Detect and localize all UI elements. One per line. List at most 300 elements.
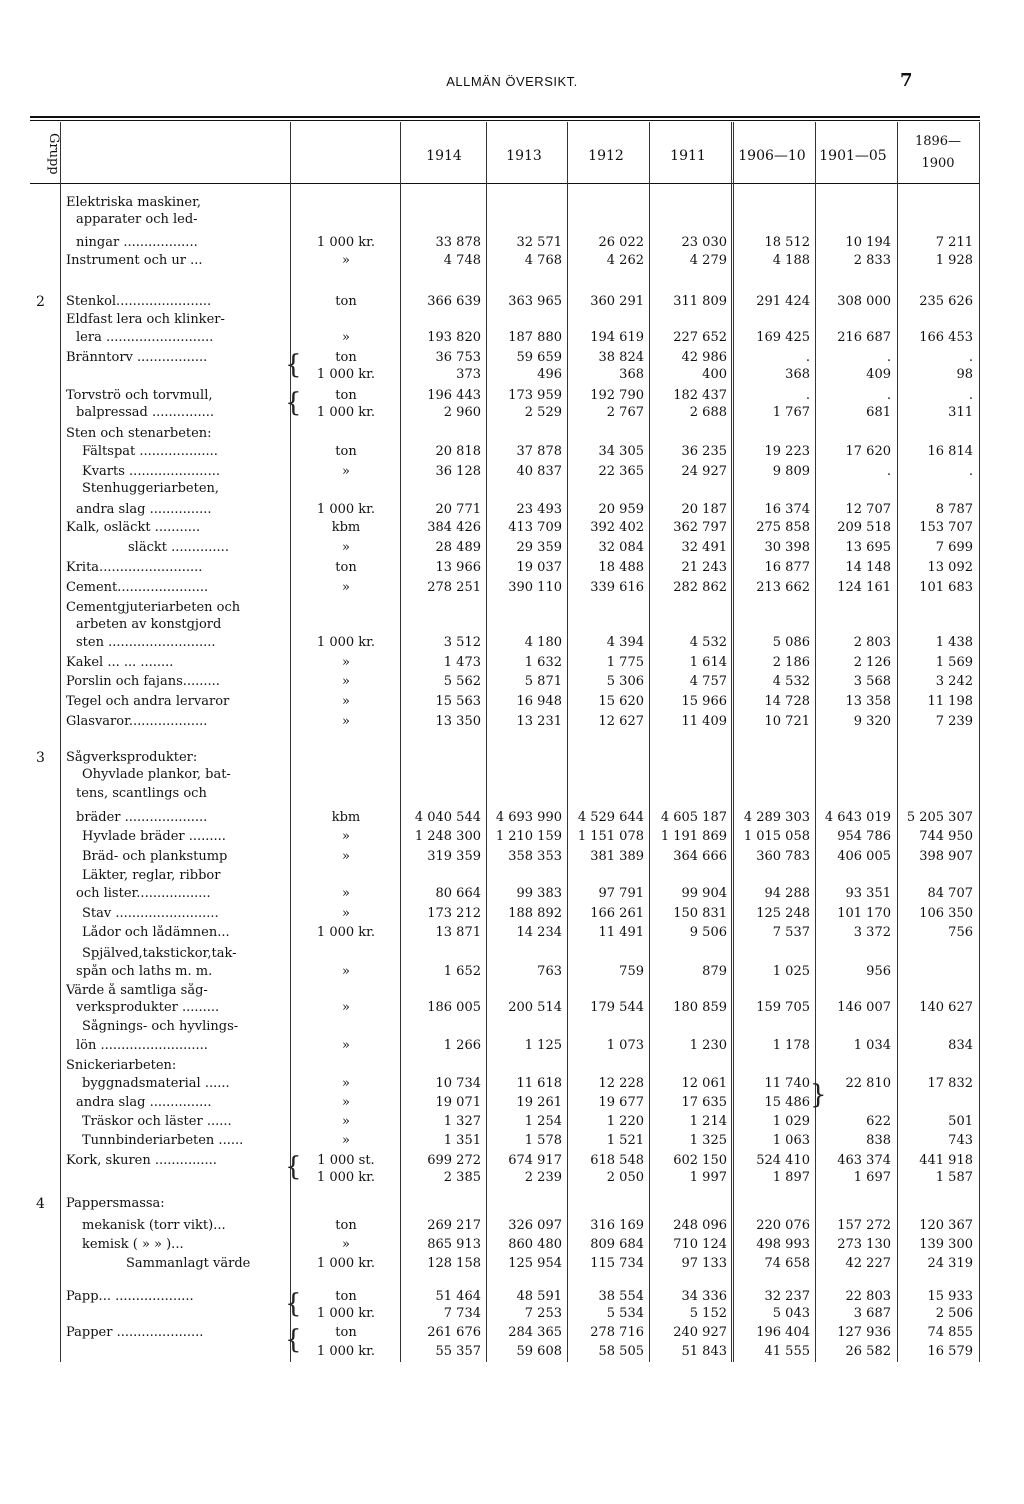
- table-cell: 4 040 544: [414, 810, 481, 825]
- row-label: ningar ..................: [76, 235, 198, 250]
- table-cell: 3 568: [853, 674, 891, 689]
- table-cell: 26 022: [598, 235, 644, 250]
- table-cell: 4 693 990: [495, 810, 562, 825]
- table-cell: 954 786: [837, 829, 891, 844]
- table-cell: 58 505: [598, 1344, 644, 1359]
- table-cell: 34 305: [598, 444, 644, 459]
- table-cell: 179 544: [590, 1000, 644, 1015]
- table-cell: 9 506: [689, 925, 727, 940]
- table-cell: 362 797: [673, 520, 727, 535]
- column-header-year: 1911: [670, 148, 706, 164]
- row-unit: »: [342, 655, 350, 670]
- table-cell: 311 809: [673, 294, 727, 309]
- table-cell: 15 563: [435, 694, 481, 709]
- row-label: lön ..........................: [76, 1038, 208, 1053]
- row-unit: ton: [335, 1325, 357, 1340]
- table-cell: 235 626: [919, 294, 973, 309]
- table-cell: 99 383: [516, 886, 562, 901]
- table-cell: 5 306: [606, 674, 644, 689]
- table-cell: 13 092: [927, 560, 973, 575]
- brace-icon: {: [285, 1289, 302, 1319]
- table-cell: 366 639: [427, 294, 481, 309]
- table-cell: 14 728: [764, 694, 810, 709]
- table-cell: 1 214: [689, 1114, 727, 1129]
- table-cell: 838: [866, 1133, 891, 1148]
- row-label: arbeten av konstgjord: [76, 617, 222, 632]
- table-cell: 11 409: [681, 714, 727, 729]
- table-cell: 3 372: [853, 925, 891, 940]
- table-cell: 98: [956, 367, 973, 382]
- table-cell: 19 677: [598, 1095, 644, 1110]
- table-cell: 15 933: [927, 1289, 973, 1304]
- table-cell: 15 620: [598, 694, 644, 709]
- row-label: verksprodukter .........: [76, 1000, 220, 1015]
- table-cell: 11 740: [764, 1076, 810, 1091]
- table-cell: .: [805, 388, 810, 403]
- table-cell: 756: [948, 925, 973, 940]
- row-unit: »: [342, 849, 350, 864]
- table-cell: 368: [785, 367, 810, 382]
- table-cell: 34 336: [681, 1289, 727, 1304]
- row-label: spån och laths m. m.: [76, 964, 213, 979]
- table-cell: 496: [537, 367, 562, 382]
- row-unit: ton: [335, 1289, 357, 1304]
- row-label: Värde å samtliga såg-: [66, 983, 208, 998]
- table-cell: 1 266: [443, 1038, 481, 1053]
- table-cell: 834: [948, 1038, 973, 1053]
- table-cell: 1 521: [606, 1133, 644, 1148]
- table-cell: 1 325: [689, 1133, 727, 1148]
- row-label: Läkter, reglar, ribbor: [82, 868, 221, 883]
- table-cell: 93 351: [845, 886, 891, 901]
- table-cell: 38 824: [598, 350, 644, 365]
- table-cell: 74 658: [764, 1256, 810, 1271]
- table-cell: 406 005: [837, 849, 891, 864]
- table-cell: .: [886, 464, 891, 479]
- table-cell: 681: [866, 405, 891, 420]
- table-cell: 400: [702, 367, 727, 382]
- table-cell: 127 936: [837, 1325, 891, 1340]
- table-cell: 42 227: [845, 1256, 891, 1271]
- table-cell: 275 858: [756, 520, 810, 535]
- row-unit: »: [342, 1133, 350, 1148]
- table-cell: 2 050: [606, 1170, 644, 1185]
- grupp-column-header: Grupp: [46, 133, 61, 175]
- table-cell: 24 927: [681, 464, 727, 479]
- table-cell: 2 126: [853, 655, 891, 670]
- table-cell: 248 096: [673, 1218, 727, 1233]
- row-unit: »: [342, 253, 350, 268]
- column-rule: [979, 122, 980, 1362]
- table-cell: 364 666: [673, 849, 727, 864]
- table-cell: 7 239: [935, 714, 973, 729]
- table-cell: 1 578: [524, 1133, 562, 1148]
- table-cell: 1 151 078: [577, 829, 644, 844]
- table-cell: 4 279: [689, 253, 727, 268]
- table-cell: 28 489: [435, 540, 481, 555]
- table-cell: 5 534: [606, 1306, 644, 1321]
- table-cell: 213 662: [756, 580, 810, 595]
- table-cell: 879: [702, 964, 727, 979]
- table-cell: 17 635: [681, 1095, 727, 1110]
- table-cell: 240 927: [673, 1325, 727, 1340]
- table-cell: 291 424: [756, 294, 810, 309]
- table-cell: 196 443: [427, 388, 481, 403]
- group-number: 2: [36, 294, 45, 310]
- table-cell: 501: [948, 1114, 973, 1129]
- brace-icon: {: [285, 388, 302, 418]
- table-cell: 1 327: [443, 1114, 481, 1129]
- row-unit: 1 000 kr.: [316, 405, 376, 420]
- table-cell: 4 768: [524, 253, 562, 268]
- table-cell: 13 966: [435, 560, 481, 575]
- table-cell: 18 512: [764, 235, 810, 250]
- row-unit: »: [342, 1038, 350, 1053]
- table-cell: 1 928: [935, 253, 973, 268]
- table-cell: 4 180: [524, 635, 562, 650]
- table-cell: 74 855: [927, 1325, 973, 1340]
- table-cell: 2 767: [606, 405, 644, 420]
- table-cell: 97 791: [598, 886, 644, 901]
- table-cell: 381 389: [590, 849, 644, 864]
- table-cell: 97 133: [681, 1256, 727, 1271]
- table-cell: 24 319: [927, 1256, 973, 1271]
- table-cell: 1 191 869: [660, 829, 727, 844]
- row-label: Ohyvlade plankor, bat-: [82, 767, 231, 782]
- table-cell: 4 643 019: [824, 810, 891, 825]
- row-unit: ton: [335, 560, 357, 575]
- table-cell: 1 210 159: [495, 829, 562, 844]
- table-cell: 11 198: [927, 694, 973, 709]
- row-label: Cementgjuteriarbeten och: [66, 600, 241, 615]
- row-unit: »: [342, 964, 350, 979]
- table-cell: 4 532: [689, 635, 727, 650]
- table-cell: 180 859: [673, 1000, 727, 1015]
- table-cell: 4 394: [606, 635, 644, 650]
- table-cell: 1 614: [689, 655, 727, 670]
- brace-icon: {: [285, 1325, 302, 1355]
- table-cell: 4 188: [772, 253, 810, 268]
- table-cell: 18 488: [598, 560, 644, 575]
- row-label: Krita.........................: [66, 560, 203, 575]
- row-label: Sågnings- och hyvlings-: [82, 1019, 239, 1034]
- table-cell: 51 843: [681, 1344, 727, 1359]
- table-cell: 169 425: [756, 330, 810, 345]
- table-cell: 125 954: [508, 1256, 562, 1271]
- row-label: Sten och stenarbeten:: [66, 426, 212, 441]
- row-unit: ton: [335, 388, 357, 403]
- row-unit: 1 000 kr.: [316, 502, 376, 517]
- table-cell: 20 771: [435, 502, 481, 517]
- group-number: 4: [36, 1196, 45, 1212]
- table-cell: 319 359: [427, 849, 481, 864]
- row-label: Sammanlagt värde: [126, 1256, 251, 1271]
- table-cell: 4 532: [772, 674, 810, 689]
- table-cell: 22 810: [845, 1076, 891, 1091]
- table-cell: 368: [619, 367, 644, 382]
- table-cell: 106 350: [919, 906, 973, 921]
- table-cell: 22 803: [845, 1289, 891, 1304]
- table-cell: 373: [456, 367, 481, 382]
- table-cell: 36 128: [435, 464, 481, 479]
- table-cell: 1 775: [606, 655, 644, 670]
- row-label: Porslin och fajans.........: [66, 674, 220, 689]
- table-cell: 398 907: [919, 849, 973, 864]
- header-rule-bottom: [30, 120, 980, 121]
- table-cell: 1 652: [443, 964, 481, 979]
- row-label: Sågverksprodukter:: [66, 750, 198, 765]
- row-label: sten ..........................: [76, 635, 216, 650]
- row-unit: »: [342, 694, 350, 709]
- table-cell: 2 688: [689, 405, 727, 420]
- column-rule: [60, 122, 61, 1362]
- table-cell: 19 037: [516, 560, 562, 575]
- table-cell: 13 871: [435, 925, 481, 940]
- table-cell: 1 015 058: [743, 829, 810, 844]
- row-unit: »: [342, 714, 350, 729]
- table-cell: 153 707: [919, 520, 973, 535]
- row-label: Hyvlade bräder .........: [82, 829, 226, 844]
- column-header-year: 1914: [426, 148, 462, 164]
- table-cell: 139 300: [919, 1237, 973, 1252]
- table-cell: 392 402: [590, 520, 644, 535]
- table-cell: 5 152: [689, 1306, 727, 1321]
- table-cell: 125 248: [756, 906, 810, 921]
- column-header-year: 1896— 1900: [914, 134, 962, 171]
- row-unit: »: [342, 906, 350, 921]
- row-unit: »: [342, 540, 350, 555]
- table-cell: 363 965: [508, 294, 562, 309]
- table-cell: 33 878: [435, 235, 481, 250]
- table-cell: 759: [619, 964, 644, 979]
- table-cell: 13 350: [435, 714, 481, 729]
- row-unit: »: [342, 1076, 350, 1091]
- table-cell: 32 237: [764, 1289, 810, 1304]
- table-cell: 1 438: [935, 635, 973, 650]
- table-cell: 7 699: [935, 540, 973, 555]
- row-unit: 1 000 kr.: [316, 1306, 376, 1321]
- table-cell: 2 960: [443, 405, 481, 420]
- table-cell: 13 695: [845, 540, 891, 555]
- table-cell: 146 007: [837, 1000, 891, 1015]
- table-cell: 7 734: [443, 1306, 481, 1321]
- table-cell: 308 000: [837, 294, 891, 309]
- table-cell: 16 877: [764, 560, 810, 575]
- table-cell: .: [968, 464, 973, 479]
- table-cell: 11 491: [598, 925, 644, 940]
- table-cell: 618 548: [590, 1153, 644, 1168]
- table-cell: 5 043: [772, 1306, 810, 1321]
- table-cell: 710 124: [673, 1237, 727, 1252]
- row-unit: kbm: [331, 810, 361, 825]
- column-header-year: 1913: [506, 148, 542, 164]
- table-cell: 11 618: [516, 1076, 562, 1091]
- row-label: Kalk, osläckt ...........: [66, 520, 201, 535]
- table-cell: 4 529 644: [577, 810, 644, 825]
- row-label: kemisk ( » » )...: [82, 1237, 184, 1252]
- row-label: Pappersmassa:: [66, 1196, 165, 1211]
- row-unit: 1 000 kr.: [316, 235, 376, 250]
- table-cell: 12 627: [598, 714, 644, 729]
- table-cell: 99 904: [681, 886, 727, 901]
- table-cell: 326 097: [508, 1218, 562, 1233]
- row-label: Elektriska maskiner,: [66, 195, 202, 210]
- row-label: Spjälved,takstickor,tak-: [82, 946, 237, 961]
- table-cell: 3 512: [443, 635, 481, 650]
- table-cell: 19 261: [516, 1095, 562, 1110]
- row-unit: 1 000 kr.: [316, 1344, 376, 1359]
- row-label: Glasvaror...................: [66, 714, 208, 729]
- table-cell: 23 030: [681, 235, 727, 250]
- row-label: Stav .........................: [82, 906, 219, 921]
- row-label: Eldfast lera och klinker-: [66, 312, 225, 327]
- table-cell: .: [968, 350, 973, 365]
- table-cell: 1 034: [853, 1038, 891, 1053]
- table-cell: 674 917: [508, 1153, 562, 1168]
- table-cell: 20 959: [598, 502, 644, 517]
- table-cell: 10 734: [435, 1076, 481, 1091]
- table-cell: 124 161: [837, 580, 891, 595]
- table-cell: 14 234: [516, 925, 562, 940]
- row-unit: »: [342, 1095, 350, 1110]
- table-cell: 622: [866, 1114, 891, 1129]
- column-header-year: 1906—10: [738, 148, 806, 164]
- table-cell: 524 410: [756, 1153, 810, 1168]
- table-cell: 5 205 307: [906, 810, 973, 825]
- column-header-year: 1912: [588, 148, 624, 164]
- table-cell: 4 757: [689, 674, 727, 689]
- table-cell: 194 619: [590, 330, 644, 345]
- table-cell: 20 818: [435, 444, 481, 459]
- table-cell: 29 359: [516, 540, 562, 555]
- table-cell: 10 721: [764, 714, 810, 729]
- table-cell: 744 950: [919, 829, 973, 844]
- row-unit: ton: [335, 350, 357, 365]
- table-cell: 865 913: [427, 1237, 481, 1252]
- row-unit: »: [342, 580, 350, 595]
- row-unit: 1 000 st.: [317, 1153, 375, 1168]
- table-cell: 1 029: [772, 1114, 810, 1129]
- table-cell: 220 076: [756, 1218, 810, 1233]
- table-cell: 7 537: [772, 925, 810, 940]
- table-cell: 32 491: [681, 540, 727, 555]
- table-cell: 339 616: [590, 580, 644, 595]
- row-label: mekanisk (torr vikt)...: [82, 1218, 226, 1233]
- table-cell: 1 997: [689, 1170, 727, 1185]
- table-cell: 360 291: [590, 294, 644, 309]
- table-cell: 12 228: [598, 1076, 644, 1091]
- table-cell: 316 169: [590, 1218, 644, 1233]
- table-cell: 269 217: [427, 1218, 481, 1233]
- table-cell: 59 608: [516, 1344, 562, 1359]
- table-cell: 284 365: [508, 1325, 562, 1340]
- row-unit: »: [342, 1114, 350, 1129]
- table-cell: 1 632: [524, 655, 562, 670]
- table-cell: 1 254: [524, 1114, 562, 1129]
- table-cell: 1 897: [772, 1170, 810, 1185]
- table-cell: .: [805, 350, 810, 365]
- table-cell: 59 659: [516, 350, 562, 365]
- table-cell: 15 966: [681, 694, 727, 709]
- table-cell: 7 211: [935, 235, 973, 250]
- table-cell: 8 787: [935, 502, 973, 517]
- table-cell: 498 993: [756, 1237, 810, 1252]
- row-label: andra slag ...............: [76, 1095, 212, 1110]
- row-label: Papper .....................: [66, 1325, 204, 1340]
- row-label: apparater och led-: [76, 212, 198, 227]
- table-cell: 311: [948, 405, 973, 420]
- table-cell: 216 687: [837, 330, 891, 345]
- table-cell: 192 790: [590, 388, 644, 403]
- table-cell: 16 814: [927, 444, 973, 459]
- row-label: Kvarts ......................: [82, 464, 220, 479]
- table-cell: 12 061: [681, 1076, 727, 1091]
- table-cell: 809 684: [590, 1237, 644, 1252]
- table-cell: 200 514: [508, 1000, 562, 1015]
- row-unit: »: [342, 464, 350, 479]
- row-unit: »: [342, 1000, 350, 1015]
- table-cell: 14 148: [845, 560, 891, 575]
- table-cell: 94 288: [764, 886, 810, 901]
- table-cell: 358 353: [508, 849, 562, 864]
- table-cell: 2 833: [853, 253, 891, 268]
- table-cell: 3 687: [853, 1306, 891, 1321]
- table-cell: 413 709: [508, 520, 562, 535]
- page-number: 7: [900, 70, 913, 91]
- table-cell: 16 374: [764, 502, 810, 517]
- table-cell: 4 605 187: [660, 810, 727, 825]
- row-label: Lådor och lådämnen...: [82, 925, 230, 940]
- row-label: balpressad ...............: [76, 405, 214, 420]
- table-cell: 41 555: [764, 1344, 810, 1359]
- table-cell: 12 707: [845, 502, 891, 517]
- table-cell: 32 571: [516, 235, 562, 250]
- table-cell: 120 367: [919, 1218, 973, 1233]
- table-cell: .: [886, 350, 891, 365]
- page-header-title: ALLMÄN ÖVERSIKT.: [446, 74, 578, 89]
- table-cell: 16 579: [927, 1344, 973, 1359]
- table-cell: 101 170: [837, 906, 891, 921]
- table-cell: 9 809: [772, 464, 810, 479]
- table-cell: 1 473: [443, 655, 481, 670]
- table-cell: 38 554: [598, 1289, 644, 1304]
- table-cell: 13 358: [845, 694, 891, 709]
- table-cell: 4 262: [606, 253, 644, 268]
- table-cell: 37 878: [516, 444, 562, 459]
- table-cell: 128 158: [427, 1256, 481, 1271]
- group-number: 3: [36, 750, 45, 766]
- row-unit: »: [342, 886, 350, 901]
- table-cell: 463 374: [837, 1153, 891, 1168]
- table-cell: 15 486: [764, 1095, 810, 1110]
- table-cell: 20 187: [681, 502, 727, 517]
- brace-icon: }: [810, 1080, 827, 1110]
- table-cell: 282 862: [673, 580, 727, 595]
- table-cell: 273 130: [837, 1237, 891, 1252]
- row-label: tens, scantlings och: [76, 786, 207, 801]
- table-cell: 23 493: [516, 502, 562, 517]
- table-cell: 166 453: [919, 330, 973, 345]
- table-cell: 1 587: [935, 1170, 973, 1185]
- table-cell: 1 569: [935, 655, 973, 670]
- table-cell: 209 518: [837, 520, 891, 535]
- row-label: andra slag ...............: [76, 502, 212, 517]
- table-cell: 261 676: [427, 1325, 481, 1340]
- table-cell: 21 243: [681, 560, 727, 575]
- row-label: Bränntorv .................: [66, 350, 208, 365]
- row-label: Bräd- och plankstump: [82, 849, 228, 864]
- table-cell: 743: [948, 1133, 973, 1148]
